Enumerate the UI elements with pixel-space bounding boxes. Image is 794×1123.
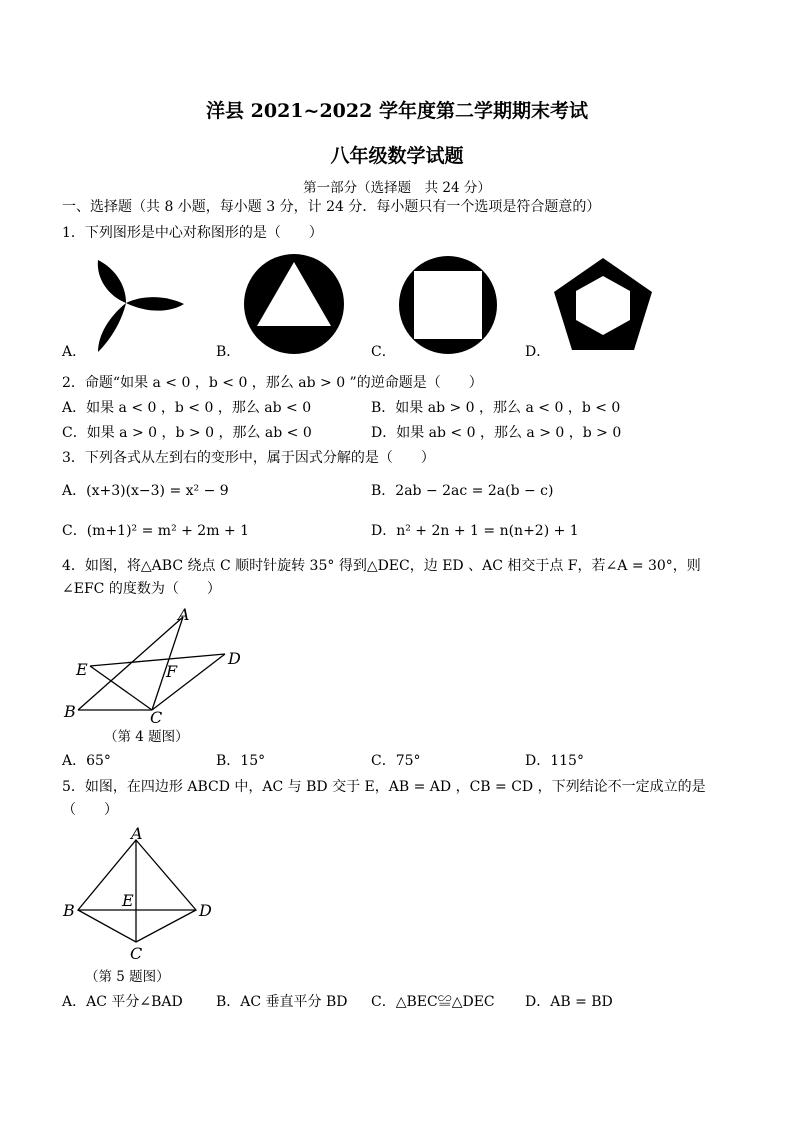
- q5-option-c[interactable]: C．△BEC≌△DEC: [371, 994, 495, 1010]
- q1-option-a[interactable]: A．: [62, 344, 87, 360]
- q3-option-a[interactable]: A．(x+3)(x−3) = x² − 9: [62, 483, 229, 499]
- exam-subtitle: 八年级数学试题: [330, 145, 464, 167]
- q5-figure: [60, 826, 220, 964]
- section-heading: 一、选择题（共 8 小题，每小题 3 分，计 24 分．每小题只有一个选项是符合题意的）: [62, 199, 601, 215]
- q1-option-c[interactable]: C．: [371, 344, 396, 360]
- q5-label-c: C: [130, 944, 143, 963]
- q1-figure-c-circle-square: [398, 255, 498, 355]
- q4-label-e: E: [76, 660, 88, 679]
- q1-option-d[interactable]: D．: [525, 344, 551, 360]
- q4-stem-line1: 4．如图，将△ABC 绕点 C 顺时针旋转 35° 得到△DEC，边 ED 、AC 相交于点 F，若∠A = 30°，则: [62, 558, 701, 574]
- q2-option-d[interactable]: D．如果 ab < 0 ，那么 a > 0 ，b > 0: [371, 425, 622, 441]
- q4-option-a[interactable]: A．65°: [62, 753, 111, 769]
- q5-label-d: D: [199, 901, 212, 920]
- q3-option-d[interactable]: D．n² + 2n + 1 = n(n+2) + 1: [371, 523, 579, 539]
- q1-stem: 1．下列图形是中心对称图形的是（ ）: [62, 225, 323, 241]
- q4-label-b: B: [64, 702, 76, 721]
- q2-stem: 2．命题“如果 a < 0 ，b < 0 ，那么 ab > 0 ”的逆命题是（ ）: [62, 375, 483, 391]
- q4-stem-line2: ∠EFC 的度数为（ ）: [62, 581, 221, 597]
- q4-option-b[interactable]: B．15°: [216, 753, 266, 769]
- q5-option-d[interactable]: D．AB = BD: [525, 994, 613, 1010]
- q5-stem-line2: （ ）: [62, 802, 118, 818]
- q4-option-c[interactable]: C．75°: [371, 753, 421, 769]
- part-heading: 第一部分（选择题 共 24 分）: [303, 180, 491, 196]
- q1-figure-a-propeller: [88, 256, 188, 356]
- q4-label-f: F: [166, 662, 178, 681]
- q3-option-b[interactable]: B．2ab − 2ac = 2a(b − c): [371, 483, 554, 499]
- q1-figure-d-pentagon-hexagon: [552, 256, 654, 352]
- q3-stem: 3．下列各式从左到右的变形中，属于因式分解的是（ ）: [62, 450, 435, 466]
- q1-option-b[interactable]: B．: [216, 344, 241, 360]
- q4-label-c: C: [150, 708, 163, 723]
- q5-figure-caption: （第 5 题图）: [85, 969, 170, 985]
- q2-option-a[interactable]: A．如果 a < 0 ，b < 0 ，那么 ab < 0: [62, 400, 312, 416]
- q4-label-d: D: [228, 649, 241, 668]
- exam-title: 洋县 2021~2022 学年度第二学期期末考试: [206, 100, 588, 122]
- q2-option-b[interactable]: B．如果 ab > 0 ，那么 a < 0 ，b < 0: [371, 400, 621, 416]
- q1-figure-b-circle-triangle: [243, 253, 345, 355]
- q5-stem-line1: 5．如图，在四边形 ABCD 中，AC 与 BD 交于 E，AB = AD ，CB = CD ，下列结论不一定成立的是: [62, 779, 706, 795]
- q4-figure-caption: （第 4 题图）: [104, 729, 189, 745]
- q4-option-d[interactable]: D．115°: [525, 753, 584, 769]
- q4-figure: [60, 603, 250, 723]
- q2-option-c[interactable]: C．如果 a > 0 ，b > 0 ，那么 ab < 0: [62, 425, 312, 441]
- q5-label-b: B: [63, 901, 75, 920]
- q5-label-a: A: [131, 826, 143, 843]
- q5-option-a[interactable]: A．AC 平分∠BAD: [62, 994, 183, 1010]
- q4-label-a: A: [178, 605, 190, 624]
- q5-label-e: E: [122, 891, 134, 910]
- q3-option-c[interactable]: C．(m+1)² = m² + 2m + 1: [62, 523, 250, 539]
- q5-option-b[interactable]: B．AC 垂直平分 BD: [216, 994, 348, 1010]
